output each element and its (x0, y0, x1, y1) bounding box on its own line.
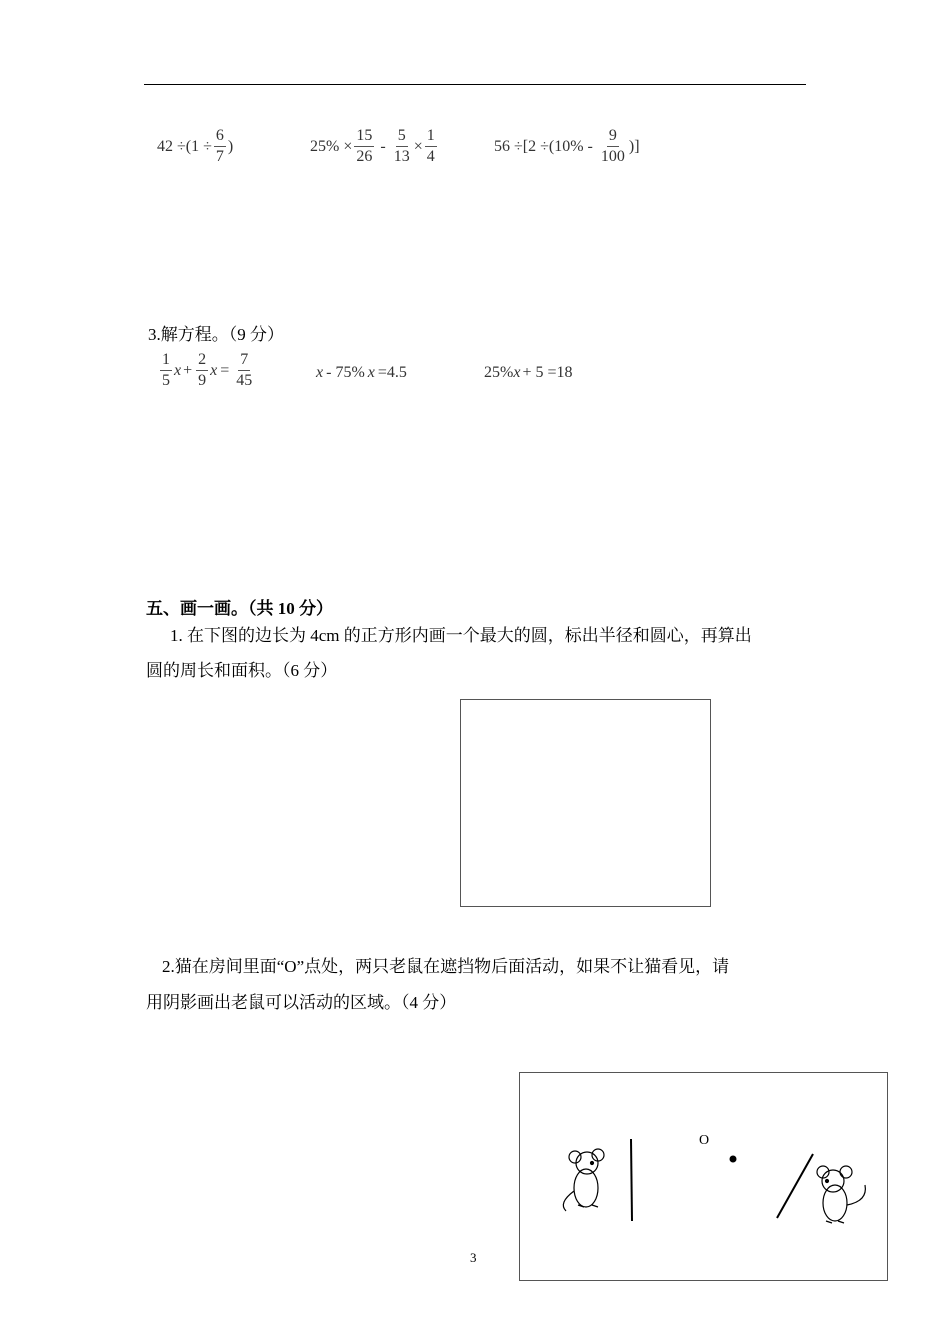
left-barrier (631, 1139, 632, 1221)
header-rule (144, 84, 806, 85)
expr-text: =4.5 (377, 364, 407, 381)
variable: x (367, 364, 375, 381)
square-drawing-box[interactable] (460, 699, 711, 907)
fraction: $\frac{9}{100}$ (600, 127, 625, 165)
section-heading: 五、画一画。（共 10 分） (146, 599, 333, 618)
problem-1-line-1: 1. 在下图的边长为 4cm 的正方形内画一个最大的圆，标出半径和圆心，再算出 (170, 626, 752, 645)
expr-text: 56 ÷[2 ÷(10% - (494, 137, 593, 155)
expr-text: 25% × (310, 137, 353, 155)
calc-expression-2 (310, 128, 439, 165)
problem-2-line-1: 2.猫在房间里面“O”点处，两只老鼠在遮挡物后面活动，如果不让猫看见，请 (162, 957, 730, 976)
equation-1 (158, 352, 256, 389)
expr-text: × (413, 137, 423, 155)
variable: x (316, 364, 324, 381)
point-o-label: O (699, 1133, 710, 1148)
mouse-right-icon (817, 1166, 865, 1223)
expr-text: - (380, 137, 386, 155)
fraction: $\frac{15}{26}$ (356, 127, 373, 165)
calc-expression-1 (157, 128, 233, 165)
expr-text: )] (628, 137, 640, 155)
right-barrier (777, 1154, 813, 1218)
fraction: $\frac{2}{9}$ (198, 351, 207, 389)
expr-text: 25% (484, 364, 514, 381)
calc-expression-3 (494, 128, 640, 165)
expr-text: 42 ÷(1 ÷ (157, 137, 212, 155)
fraction: $\frac{6}{7}$ (215, 127, 224, 165)
q3-title: 3.解方程。（9 分） (148, 325, 284, 344)
equation-2 (316, 364, 407, 382)
expr-text: ) (227, 137, 234, 155)
fraction: $\frac{7}{45}$ (236, 351, 253, 389)
expr-text: + 5 =18 (522, 364, 573, 381)
expr-text: = (220, 361, 230, 379)
expr-text: - 75% (326, 364, 365, 381)
fraction: $\frac{5}{13}$ (393, 127, 410, 165)
mouse-left-icon (563, 1149, 604, 1211)
equation-3 (484, 364, 572, 382)
problem-2-line-2: 用阴影画出老鼠可以活动的区域。（4 分） (146, 993, 457, 1012)
fraction: $\frac{1}{4}$ (426, 127, 435, 165)
expr-text: + (183, 361, 193, 379)
problem-1-line-2: 圆的周长和面积。（6 分） (146, 661, 338, 680)
fraction: $\frac{1}{5}$ (162, 351, 170, 389)
room-figure[interactable] (519, 1072, 888, 1281)
room-svg (520, 1073, 887, 1280)
variable: x (513, 364, 521, 381)
point-o (730, 1156, 737, 1163)
page-number: 3 (470, 1250, 477, 1265)
variable: x (174, 361, 182, 379)
variable: x (210, 361, 218, 379)
